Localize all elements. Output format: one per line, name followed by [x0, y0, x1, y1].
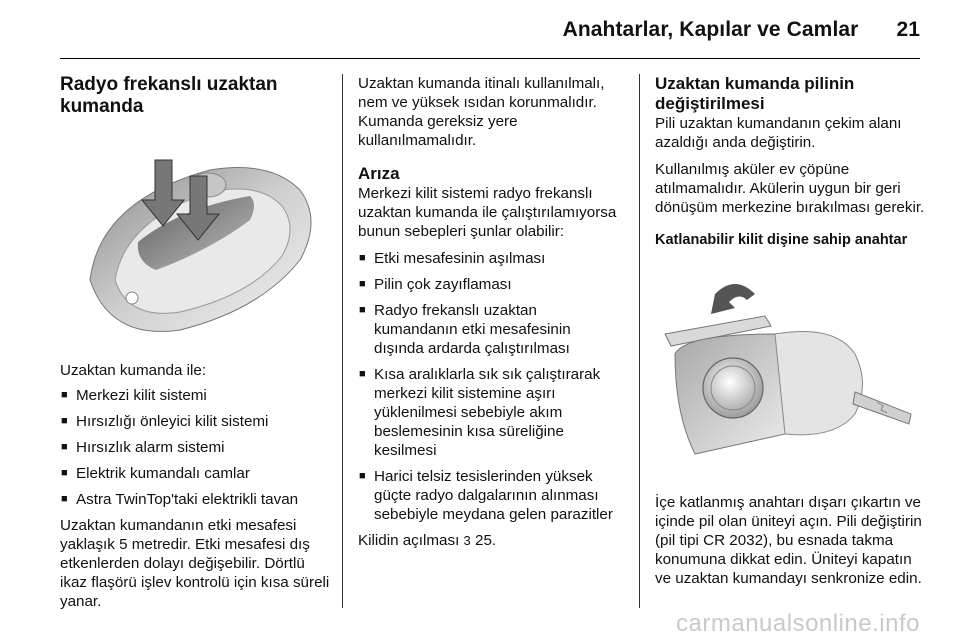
column-1 [60, 74, 330, 619]
battery-heading: Uzaktan kumanda pilinin değiştirilmesi [655, 74, 855, 113]
list-item: ■ Hırsızlık alarm sistemi [60, 438, 330, 457]
chapter-title: Anahtarlar, Kapılar ve Camlar [562, 18, 859, 41]
care-paragraph: Uzaktan kumanda itinalı kullanılmalı, nem ve yüksek ısıdan korunmalıdır. Kumanda gereksiz yere kullanılmamalıdır. [358, 75, 605, 149]
list-item: ■ Astra TwinTop'taki elektrikli tavan [60, 490, 330, 509]
battery-paragraph-1: Pili uzaktan kumandanın çekim alanı azaldığı anda değiştirin. [655, 115, 902, 151]
battery-instructions: İçe katlanmış anahtarı dışarı çıkartın ve içinde pil olan üniteyi açın. Pili değiştirin (pil tipi CR 2032), bu esnada takma konumuna dikkat edin. Üniteyi kapatın ve uzaktan kumandayı senkronize edin. [655, 494, 922, 587]
list-item: ■ Harici telsiz tesislerinden yüksek güçte radyo dalgalarının alınması sebebiyle meydana gelen parazitler [358, 467, 620, 524]
list-item: ■ Radyo frekanslı uzaktan kumandanın etki mesafesinin dışında ardarda çalıştırılması [358, 301, 620, 358]
fault-cause-list [358, 249, 620, 524]
list-item: ■ Etki mesafesinin aşılması [358, 249, 620, 268]
fault-heading: Arıza [358, 164, 400, 183]
remote-intro: Uzaktan kumanda ile: [60, 362, 207, 379]
list-item: ■ Elektrik kumandalı camlar [60, 464, 330, 483]
column-3 [655, 74, 925, 596]
arrow-ref-icon: 3 [463, 533, 471, 548]
header-rule [60, 58, 920, 59]
watermark: carmanualsonline.info [676, 610, 920, 637]
column-divider [639, 74, 640, 608]
cross-reference[interactable] [358, 531, 620, 550]
folding-key-subheading: Katlanabilir kilit dişine sahip anahtar [655, 232, 908, 248]
list-item: ■ Merkezi kilit sistemi [60, 386, 330, 405]
battery-replacement-illustration [655, 264, 925, 479]
list-item: ■ Hırsızlığı önleyici kilit sistemi [60, 412, 330, 431]
reference-page: 25. [475, 532, 497, 549]
list-item: ■ Pilin çok zayıflaması [358, 275, 620, 294]
column-divider [342, 74, 343, 608]
page-number: 21 [896, 18, 920, 41]
section-heading-remote: Radyo frekanslı uzaktan kumanda [60, 74, 278, 117]
range-paragraph: Uzaktan kumandanın etki mesafesi yaklaşık 5 metredir. Etki mesafesi dış etkenlerden dolayı değişebilir. Dörtlü ikaz flaşörü işlev kontrolü için kısa süreli yanar. [60, 517, 330, 610]
list-item: ■ Kısa aralıklarla sık sık çalıştırarak merkezi kilit sistemine aşırı yüklenilmesi sebebiyle akım beslemesinin kısa süreliğine kesilmesi [358, 365, 620, 460]
column-2 [358, 74, 620, 558]
remote-key-illustration [60, 130, 330, 347]
battery-paragraph-2: Kullanılmış aküler ev çöpüne atılmamalıdır. Akülerin uygun bir geri dönüşüm merkezine bırakılması gerekir. [655, 161, 925, 216]
fault-intro: Merkezi kilit sistemi radyo frekanslı uzaktan kumanda ile çalıştırılamıyorsa bunun sebepleri şunlar olabilir: [358, 185, 617, 240]
reference-text: Kilidin açılması [358, 532, 460, 549]
page-header [563, 18, 920, 42]
remote-function-list [60, 386, 330, 509]
